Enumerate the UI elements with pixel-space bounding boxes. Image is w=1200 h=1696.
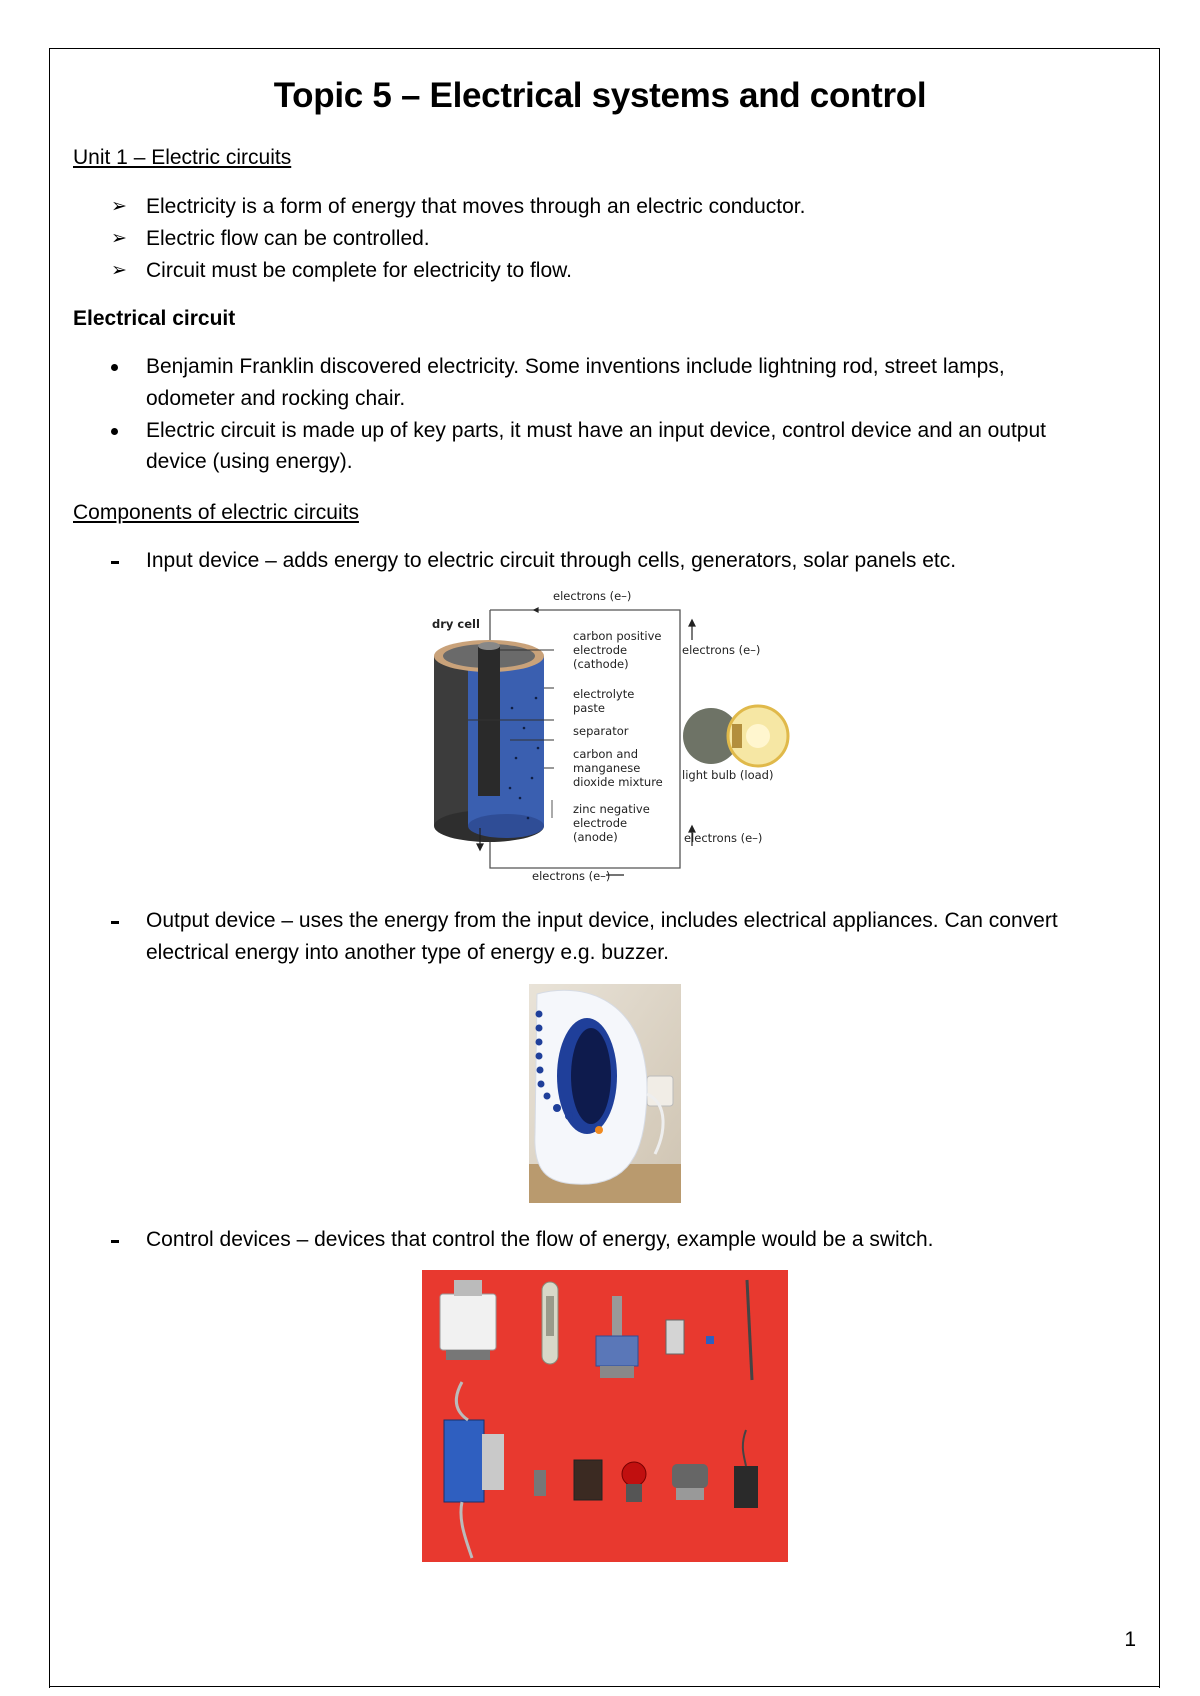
electrical-circuit-heading: Electrical circuit [73,307,236,330]
page-number: 1 [1124,1628,1136,1651]
franklin-text-line1: Benjamin Franklin discovered electricity. Some inventions include lightning rod, street lamps, [146,355,1005,378]
arrow-bullet-icon: ➢ [111,228,127,249]
switches-photo [422,1270,788,1562]
micro-switch [734,1466,758,1508]
page-title: Topic 5 – Electrical systems and control [273,76,927,115]
arrow-bullet-icon: ➢ [111,260,127,281]
label-electrons-top: electrons (e–) [553,589,632,603]
output-device-text-line1: Output device – uses the energy from the input device, includes electrical appliances. Can convert [146,909,1058,932]
breaker-switch [440,1294,496,1350]
circuit-parts-text-line2: device (using energy). [146,450,353,473]
label-light-bulb: light bulb (load) [682,768,774,782]
label-manganese: manganese [573,761,641,775]
label-zinc-negative: zinc negative [573,802,650,816]
label-electrons-lower: electrons (e–) [684,831,763,845]
rotary-switch [612,1296,622,1336]
output-device-text-line2: electrical energy into another type of energy e.g. buzzer. [146,941,669,964]
label-carbon-positive: carbon positive [573,629,662,643]
page-bottom-rule [49,1686,1160,1687]
label-dry-cell: dry cell [432,617,480,631]
label-cathode: (cathode) [573,657,629,671]
carbon-rod [478,646,500,796]
label-carbon-electrode: electrode [573,643,628,657]
label-paste: paste [573,701,605,715]
dry-cell-circuit-diagram [428,588,798,885]
arrow-bullet-icon: ➢ [111,196,127,217]
label-electrons-bottom: electrons (e–) [532,869,611,883]
control-devices-text: Control devices – devices that control the flow of energy, example would be a switch. [146,1228,934,1251]
label-dioxide-mixture: dioxide mixture [573,775,663,789]
franklin-text-line2: odometer and rocking chair. [146,387,406,410]
push-button [622,1462,646,1486]
bullet-dot-icon [111,428,118,435]
rocker-switch [574,1460,602,1500]
unit1-bullet-3: Circuit must be complete for electricity to flow. [146,259,572,282]
dash-bullet-icon [111,921,119,924]
label-carbon-and: carbon and [573,747,639,761]
label-separator: separator [573,724,629,738]
toggle-switch [534,1470,546,1496]
unit1-bullet-1: Electricity is a form of energy that moves through an electric conductor. [146,195,806,218]
components-heading: Components of electric circuits [73,501,359,524]
label-electrolyte: electrolyte [573,687,635,701]
input-device-text: Input device – adds energy to electric circuit through cells, generators, solar panels etc. [146,549,957,572]
unit1-heading: Unit 1 – Electric circuits [73,146,292,169]
label-anode: (anode) [573,830,618,844]
label-zinc-electrode: electrode [573,816,628,830]
dash-bullet-icon [111,561,119,564]
slide-switch [444,1420,484,1502]
circuit-parts-text-line1: Electric circuit is made up of key parts, it must have an input device, control device and an output [146,419,1046,442]
label-electrons-right: electrons (e–) [682,643,761,657]
slide-toggle [672,1464,708,1488]
bullet-dot-icon [111,364,118,371]
dash-bullet-icon [111,1240,119,1243]
electric-kettle-photo [529,984,681,1203]
unit1-bullet-2: Electric flow can be controlled. [146,227,430,250]
dip-switch [666,1320,684,1354]
